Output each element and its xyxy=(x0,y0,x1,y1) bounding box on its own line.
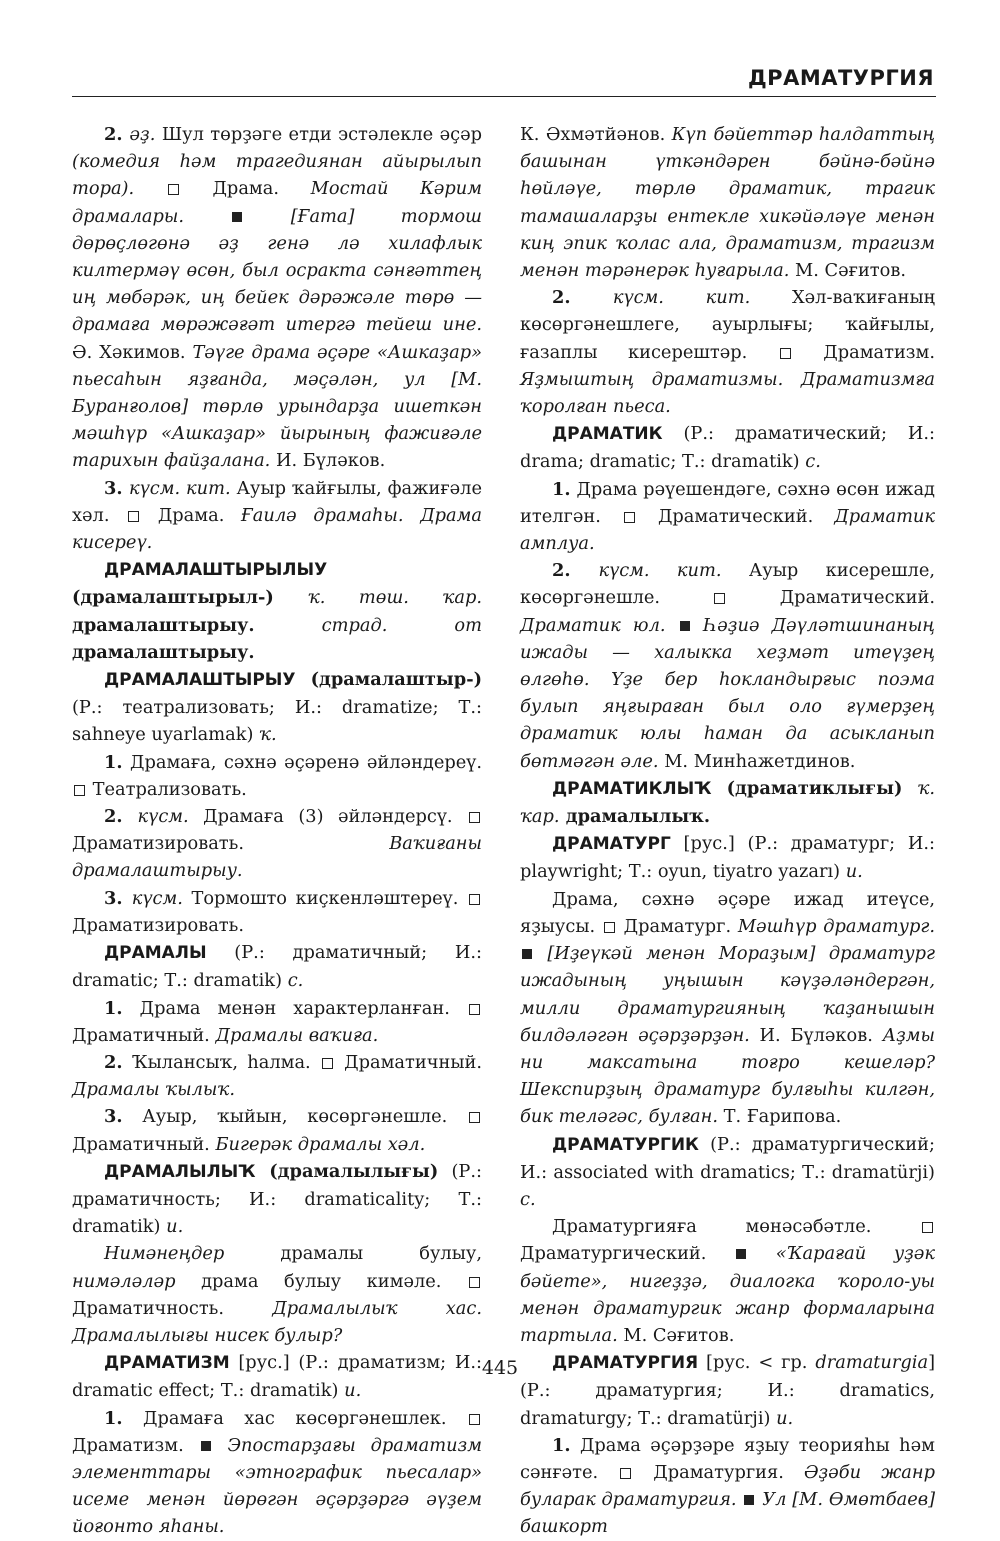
translation-box-icon xyxy=(922,1222,933,1233)
header-rule xyxy=(72,96,936,97)
sense-1: 1. Драмаға хас көсөргәнешлек. Драматизм. Эпостарҙағы драматизм элементтары «этнографик пьесалар» исеме менән йөрөгән әҫәрҙәргә әүҙем йоғонто яһаны. xyxy=(72,1407,482,1538)
left-column xyxy=(72,121,482,1541)
definition: Драматургияға мөнәсәбәтле. Драматургический. «Ҡарағай уҙәк бәйете», нигеҙҙә, диалогка ҡороло-уы менән драматургик жанр формаларына тартыла. М. Сәғитов. xyxy=(520,1216,935,1346)
translation-box-icon xyxy=(469,1277,480,1288)
translation-box-icon xyxy=(469,1414,480,1425)
entry-dramatizm: ДРАМАТИЗМ [рус.] (Р.: драматизм; И.: dramatic effect; Т.: dramatik) и. xyxy=(72,1352,482,1402)
continuation: К. Әхмәтйәнов. Күп бәйеттәр һалдаттың башынан үткәндәрен бәйнә-бәйнә һөйләүе, төрлө драматик, трагик тамашаларҙы ентекле хикәйәләүе менән киң эпик ҡолас ала, драматизм, трагизм менән тәрәнерәк һуғарыла. М. Сәғитов. xyxy=(520,124,935,282)
sense-1: 1. Драма рәүешендәге, сәхнә өсөн ижад ителгән. Драматический. Драматик амплуа. xyxy=(520,478,935,555)
entry-dramalylyk: ДРАМАЛЫЛЫҠ (драмалылығы) (Р.: драматичность; И.: dramaticality; Т.: dramatik) и. xyxy=(72,1160,482,1238)
translation-box-icon xyxy=(624,512,635,523)
sense-3: 3. Ауыр, ҡыйын, көсөргәнешле. Драматичный. Бигерәк драмалы хәл. xyxy=(72,1103,482,1157)
translation-box-icon xyxy=(620,1468,631,1479)
translation-box-icon xyxy=(604,922,615,933)
sense-3: 3. күсм. Тормошто киҫкенләштереү. Драматизировать. xyxy=(72,885,482,939)
translation-box-icon xyxy=(780,348,791,359)
example-square-icon xyxy=(736,1249,746,1259)
sense-2-drama: 2. әҙ. Шул төрҙәге етди эстәлекле әҫәр (комедия һәм трагедиянан айырылып тора). Драма. Мостай Кәрим драмалары. [Ғата] тормош дөрөҫлөгөнә әҙ генә лә хилафлык килтермәү өсөн, был осракта сәнғәттең иң мөбәрәк, иң бейек дәрәжәле төрө — драмаға мөрәжәғәт итергә тейеш ине. Ә. Хәкимов. Тәүге драма әҫәре «Ашкаҙар» пьесаһын яҙғанда, мәҫәлән, ул [М. Буранғолов] төрлө урындарҙа ишеткән мәшһүр «Ашкаҙар» йырының фажиғәле тарихын файҙалана. И. Бүләков. xyxy=(72,124,483,472)
example-square-icon xyxy=(201,1441,211,1451)
headword: ДРАМАТИК xyxy=(552,424,663,445)
example-square-icon xyxy=(232,212,242,222)
sense-1: 1. Драмаға, сәхнә әҫәренә әйләндереү. Театрализовать. xyxy=(72,749,482,803)
sense-2: 2. күсм. кит. Хәл-ваҡиғаның көсөргәнешлеге, ауырлығы; ҡайғылы, ғазаплы кисерештәр. Драматизм. Яҙмыштың драматизмы. Драматизмға ҡоролған пьеса. xyxy=(520,287,935,418)
translation-box-icon xyxy=(322,1058,333,1069)
headword: ДРАМАТУРГИЯ xyxy=(552,1353,699,1374)
headword: ДРАМАТИКЛЫҠ xyxy=(552,778,712,799)
right-column xyxy=(520,121,935,1541)
entry-dramaturg: ДРАМАТУРГ [рус.] (Р.: драматург; И.: playwright; Т.: oyun, tiyatro yazarı) и. xyxy=(520,833,935,883)
sense-1: 1. Драма менән характерланған. Драматичный. Драмалы ваҡиға. xyxy=(72,995,482,1049)
entry-dramatiklyk: ДРАМАТИКЛЫҠ (драматиклығы) ҡ. ҡар. драмалылыҡ. xyxy=(520,777,935,828)
running-header: ДРАМАТУРГИЯ xyxy=(747,66,934,90)
sense-2: 2. Ҡылансыҡ, һалма. Драматичный. Драмалы ҡылыҡ. xyxy=(72,1051,482,1101)
sense-2: 2. күсм. кит. Ауыр кисерешле, көсөргәнешле. Драматический. Драматик юл. Һәҙиә Дәүләтшинаның ижады — халыкка хеҙмәт итеүҙең өлгөһө. Үҙе бер һокландырғыс поэма булып яңғыраған был оло ғүмерҙең драматик юлы һаман да асыкланып бөтмәгән әле. М. Минһажетдинов. xyxy=(520,560,935,772)
translation-box-icon xyxy=(469,894,480,905)
entry-dramaly: ДРАМАЛЫ (Р.: драматичный; И.: dramatic; Т.: dramatik) с. xyxy=(72,942,482,992)
translation-box-icon xyxy=(128,511,139,522)
page-number: 445 xyxy=(481,1357,519,1379)
translation-box-icon xyxy=(168,184,179,195)
headword: ДРАМАЛЫ xyxy=(104,943,207,964)
example-square-icon xyxy=(680,621,690,631)
definition: Драма, сәхнә әҫәре ижад итеүсе, яҙыусы. Драматург. Мәшһүр драматург. [Иҙеүкәй менән Мораҙым] драматург ижадының уңышын кәүҙәләндергән, милли драматургияның ҡаҙанышын билдәләгән әҫәрҙәрҙән. И. Бүләков. Аҙмы ни максатына тоғро кешеләр? Шекспирҙың драматург булғыһы килгән, бик теләгәс, булған. Т. Ғарипова. xyxy=(520,888,935,1128)
headword: ДРАМАТУРГ xyxy=(552,834,671,855)
translation-box-icon xyxy=(74,785,85,796)
sense-1: 1. Драма әҫәрҙәре яҙыу теорияһы һәм сәнғәте. Драматургия. Әҙәби жанр буларак драматургия. Ул [М. Өмөтбаев] башкорт xyxy=(520,1434,936,1538)
headword: ДРАМАЛАШТЫРЫУ xyxy=(104,670,296,691)
sense-2: 2. күсм. Драмаға (3) әйләндерсү. Драматизировать. Ваҡиғаны драмалаштырыу. xyxy=(72,806,482,882)
entry-dramalashtyryu: ДРАМАЛАШТЫРЫУ (драмалаштыр-) (Р.: театрализовать; И.: dramatize; Т.: sahneye uyarlamak) ҡ. xyxy=(72,669,482,746)
translation-box-icon xyxy=(469,1112,480,1123)
translation-box-icon xyxy=(469,1004,480,1015)
headword: ДРАМАЛАШТЫРЫЛЫУ xyxy=(104,560,328,581)
translation-box-icon xyxy=(469,812,480,823)
entry-dramaturgik: ДРАМАТУРГИК (Р.: драматургический; И.: associated with dramatics; Т.: dramatürji) с. xyxy=(520,1133,935,1210)
translation-box-icon xyxy=(714,593,725,604)
entry-dramaturgiya: ДРАМАТУРГИЯ [рус. < гр. dramaturgia] (Р.: драматургия; И.: dramatics, dramaturgy; Т.: dramatürji) и. xyxy=(520,1352,935,1429)
example-square-icon xyxy=(744,1495,754,1505)
headword: ДРАМАТУРГИК xyxy=(552,1134,699,1155)
entry-dramatik: ДРАМАТИК (Р.: драматический; И.: drama; dramatic; Т.: dramatik) с. xyxy=(520,423,935,473)
definition: Нимәнеңдер драмалы булыу, нимәләләр драма булыу кимәле. Драматичность. Драмалылыҡ хас. Драмалылығы нисек булыр? xyxy=(72,1243,482,1346)
entry-dramalashtyrylyu: ДРАМАЛАШТЫРЫЛЫУ (драмалаштырыл-) ҡ. төш. ҡар. драмалаштырыу. страд. от драмалаштырыу. xyxy=(72,560,482,663)
headword: ДРАМАЛЫЛЫҠ xyxy=(104,1161,256,1182)
sense-3-drama: 3. күсм. кит. Ауыр ҡайғылы, фажиғәле хәл. Драма. Ғаилә драмаһы. Драма кисереү. xyxy=(72,477,482,554)
headword: ДРАМАТИЗМ xyxy=(104,1353,230,1374)
example-square-icon xyxy=(522,949,532,959)
